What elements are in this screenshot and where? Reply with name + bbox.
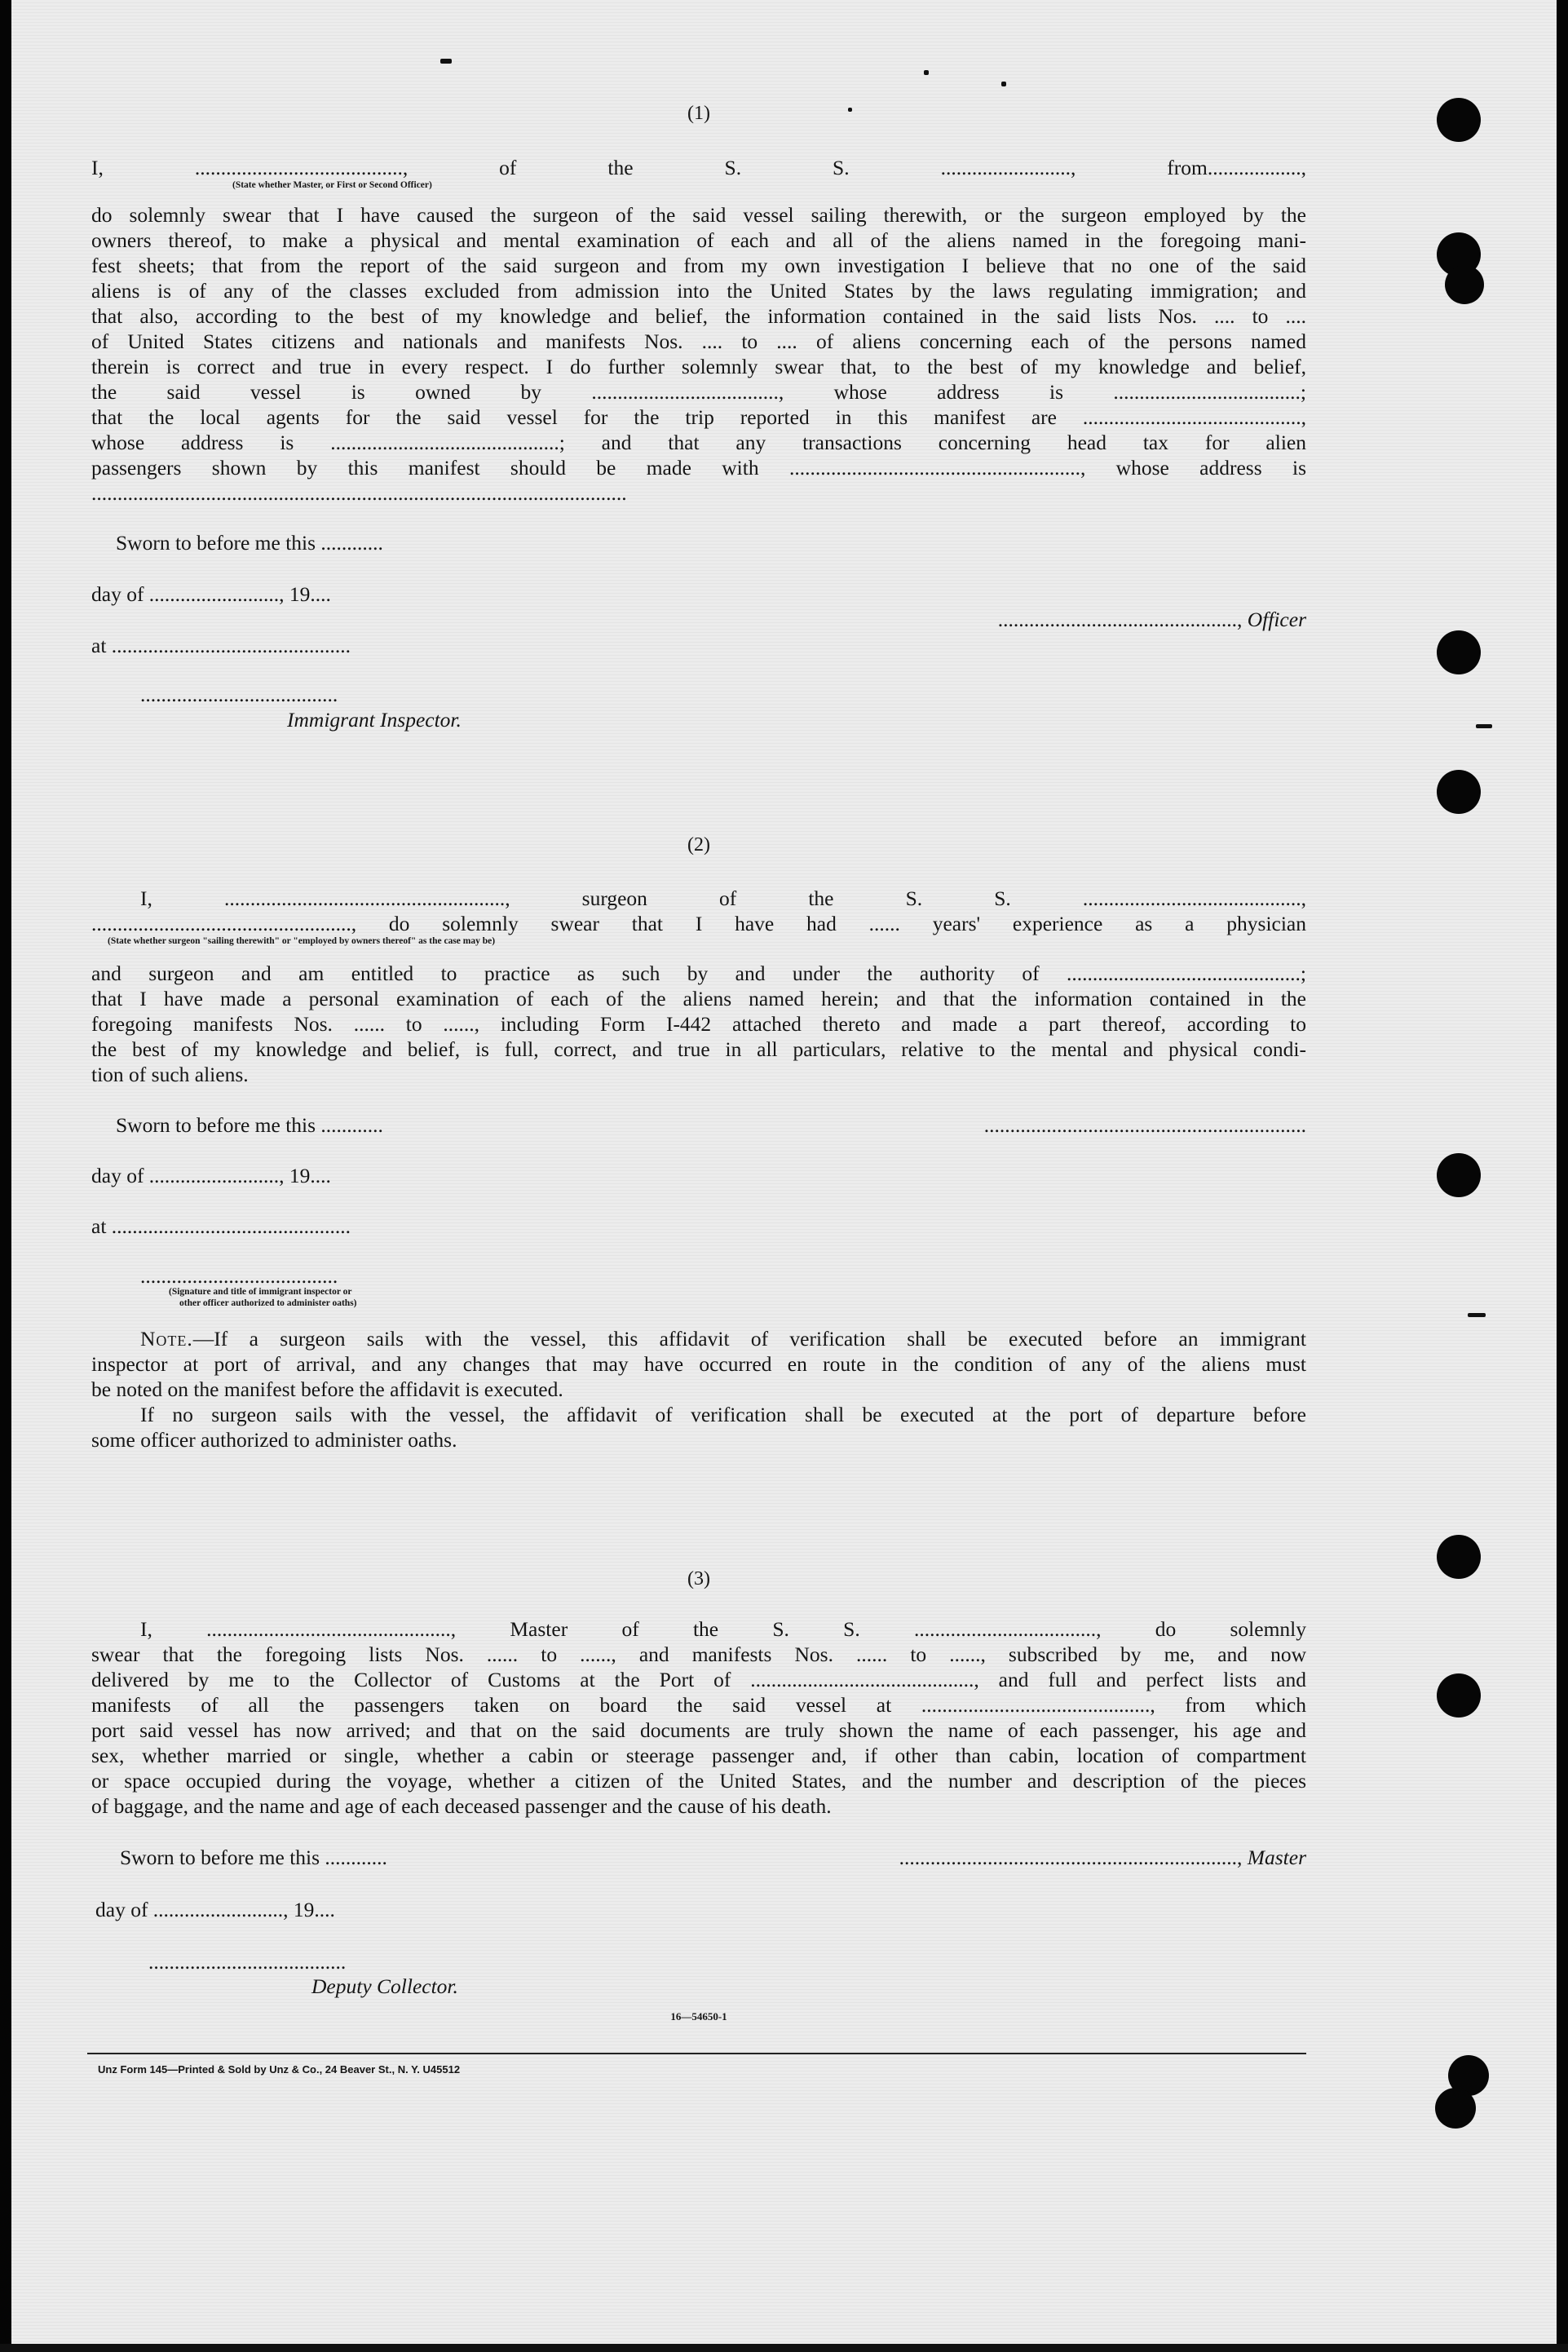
section-3-heading: (3) <box>687 1568 710 1589</box>
section-1-paragraph-line: whose address is ............................................; and that any transactions concerning head tax for alien <box>91 431 1306 454</box>
section-2-at-label: at .............................................. <box>91 1214 351 1238</box>
section-3-master-dots: ................................................................., <box>899 1846 1243 1869</box>
section-2-paragraph-line: the best of my knowledge and belief, is full, correct, and true in all particulars, relative to the mental and physical condi- <box>91 1037 1306 1061</box>
section-3-master-signature-line <box>776 1845 1306 1870</box>
scan-edge-bottom <box>0 2344 1568 2352</box>
scan-speck <box>1468 1313 1486 1317</box>
section-2-note-text: —If a surgeon sails with the vessel, this affidavit of verification shall be executed before an immigrant <box>192 1327 1306 1351</box>
section-1-paragraph-line: fest sheets; that from the report of the said surgeon and from my own investigation I believe that no one of the said <box>91 254 1306 277</box>
punch-hole <box>1437 1535 1481 1579</box>
section-1-paragraph-line: passengers shown by this manifest should be made with ........................................................, whose address is <box>91 456 1306 480</box>
section-3-paragraph-line: manifests of all the passengers taken on board the said vessel at ............................................, from which <box>91 1693 1306 1717</box>
section-2-paragraph-line: that I have made a personal examination of each of the aliens named herein; and that the information contained in the <box>91 987 1306 1010</box>
section-1-inspector-dots: ...................................... <box>140 683 338 706</box>
section-3-deputy-label: Deputy Collector. <box>311 1974 458 1998</box>
section-1-paragraph-line: of United States citizens and nationals and manifests Nos. .... to .... of aliens concerning each of the persons named <box>91 329 1306 353</box>
punch-hole <box>1437 98 1481 142</box>
scan-edge-left <box>0 0 11 2352</box>
section-3-paragraph-line: of baggage, and the name and age of each deceased passenger and the cause of his death. <box>91 1794 832 1818</box>
section-2-paragraph-line: and surgeon and am entitled to practice as such by and under the authority of .............................................; <box>91 962 1306 985</box>
punch-hole <box>1437 770 1481 814</box>
printer-imprint: Unz Form 145—Printed & Sold by Unz & Co., 24 Beaver St., N. Y. U45512 <box>98 2063 461 2076</box>
section-2-paragraph-line: tion of such aliens. <box>91 1063 249 1086</box>
section-1-paragraph-line: do solemnly swear that I have caused the surgeon of the said vessel sailing therewith, or the surgeon employed by the <box>91 203 1306 227</box>
punch-hole <box>1437 630 1481 674</box>
punch-hole <box>1437 1153 1481 1197</box>
section-1-paragraph-line: aliens is of any of the classes excluded from admission into the United States by the laws regulating immigration; and <box>91 279 1306 303</box>
section-1-officer-signature-line <box>776 607 1306 632</box>
section-1-officer-label: Officer <box>1247 608 1306 631</box>
section-3-paragraph-line: I, ..............................................., Master of the S. S. ..................................., do solemnly <box>140 1617 1306 1641</box>
scan-edge-right <box>1557 0 1568 2352</box>
section-1-master-line: I, ........................................, of the S. S. ........................., from.................., <box>91 156 1306 179</box>
section-3-paragraph-line: sex, whether married or single, whether a cabin or steerage passenger and, if other than cabin, location of compartment <box>91 1744 1306 1767</box>
section-2-paragraph-line: foregoing manifests Nos. ...... to ......, including Form I-442 attached thereto and made a part thereof, according to <box>91 1012 1306 1036</box>
section-2-note-label: Note. <box>140 1327 193 1351</box>
section-1-master-caption: (State whether Master, or First or Second Officer) <box>232 180 432 190</box>
form-number: 16—54650-1 <box>670 2010 727 2023</box>
footer-rule <box>87 2053 1306 2054</box>
section-2-day-label: day of ........................., 19.... <box>91 1164 331 1187</box>
scan-speck <box>1001 82 1006 86</box>
section-2-note-line: If no surgeon sails with the vessel, the affidavit of verification shall be executed at the port of departure before <box>140 1403 1306 1426</box>
section-2-note-line: be noted on the manifest before the affidavit is executed. <box>91 1377 563 1401</box>
section-1-officer-dots: .............................................., <box>997 608 1243 631</box>
section-1-heading: (1) <box>687 103 710 124</box>
section-2-signature-dots: .............................................................. <box>983 1113 1306 1137</box>
section-3-paragraph-line: swear that the foregoing lists Nos. ...... to ......, and manifests Nos. ...... to ......, subscribed by me, and now <box>91 1642 1306 1666</box>
section-1-day-label: day of ........................., 19.... <box>91 582 331 606</box>
scan-speck <box>924 70 929 75</box>
scan-speck <box>440 59 452 64</box>
section-1-paragraph-line: the said vessel is owned by ...................................., whose address is ....................................; <box>91 380 1306 404</box>
section-3-paragraph-line: or space occupied during the voyage, whether a citizen of the United States, and the number and description of the pieces <box>91 1769 1306 1793</box>
section-3-master-label: Master <box>1247 1846 1306 1869</box>
section-2-signature-caption-2: other officer authorized to administer oaths) <box>179 1298 357 1308</box>
section-3-day-label: day of ........................., 19.... <box>95 1898 335 1921</box>
section-2-signature-caption-1: (Signature and title of immigrant inspector or <box>169 1287 352 1297</box>
section-1-inspector-label: Immigrant Inspector. <box>287 708 462 732</box>
section-2-note-line: inspector at port of arrival, and any changes that may have occurred en route in the condition of any of the aliens must <box>91 1352 1306 1376</box>
section-1-at-label: at .............................................. <box>91 634 351 657</box>
section-1-paragraph-line: owners thereof, to make a physical and mental examination of each and all of the aliens named in the foregoing mani- <box>91 228 1306 252</box>
section-2-note-line: some officer authorized to administer oaths. <box>91 1428 457 1452</box>
section-1-paragraph-line: that also, according to the best of my knowledge and belief, the information contained in the said lists Nos. .... to .... <box>91 304 1306 328</box>
section-3-paragraph-line: delivered by me to the Collector of Customs at the Port of ..........................................., and full and perfect lists and <box>91 1668 1306 1691</box>
section-2-inspector-dots: ...................................... <box>140 1264 338 1288</box>
section-2-surgeon-line-2: .................................................., do solemnly swear that I have had ...... years' experience as a physician <box>91 912 1306 935</box>
scan-speck <box>1476 724 1492 728</box>
section-3-sworn-label: Sworn to before me this ............ <box>120 1846 387 1869</box>
punch-hole <box>1437 1673 1481 1718</box>
section-3-paragraph-line: port said vessel has now arrived; and that on the said documents are truly shown the name of each passenger, his age and <box>91 1718 1306 1742</box>
punch-hole <box>1435 2088 1476 2129</box>
section-1-paragraph-line: therein is correct and true in every respect. I do further solemnly swear that, to the best of my knowledge and belief, <box>91 355 1306 378</box>
section-2-heading: (2) <box>687 834 710 855</box>
section-2-sworn-label: Sworn to before me this ............ <box>116 1113 383 1137</box>
section-2-surgeon-caption: (State whether surgeon "sailing therewith" or "employed by owners thereof" as the case may be) <box>108 936 496 946</box>
punch-hole <box>1445 265 1484 304</box>
section-1-address-dotline: ....................................................................................................... <box>91 481 627 505</box>
section-3-collector-dots: ...................................... <box>148 1950 347 1974</box>
section-2-note-line <box>140 1326 1306 1351</box>
section-1-sworn-label: Sworn to before me this ............ <box>116 531 383 555</box>
section-2-surgeon-line: I, ......................................................, surgeon of the S. S. .........................................., <box>140 886 1306 910</box>
section-1-paragraph-line: that the local agents for the said vessel for the trip reported in this manifest are .........................................., <box>91 405 1306 429</box>
